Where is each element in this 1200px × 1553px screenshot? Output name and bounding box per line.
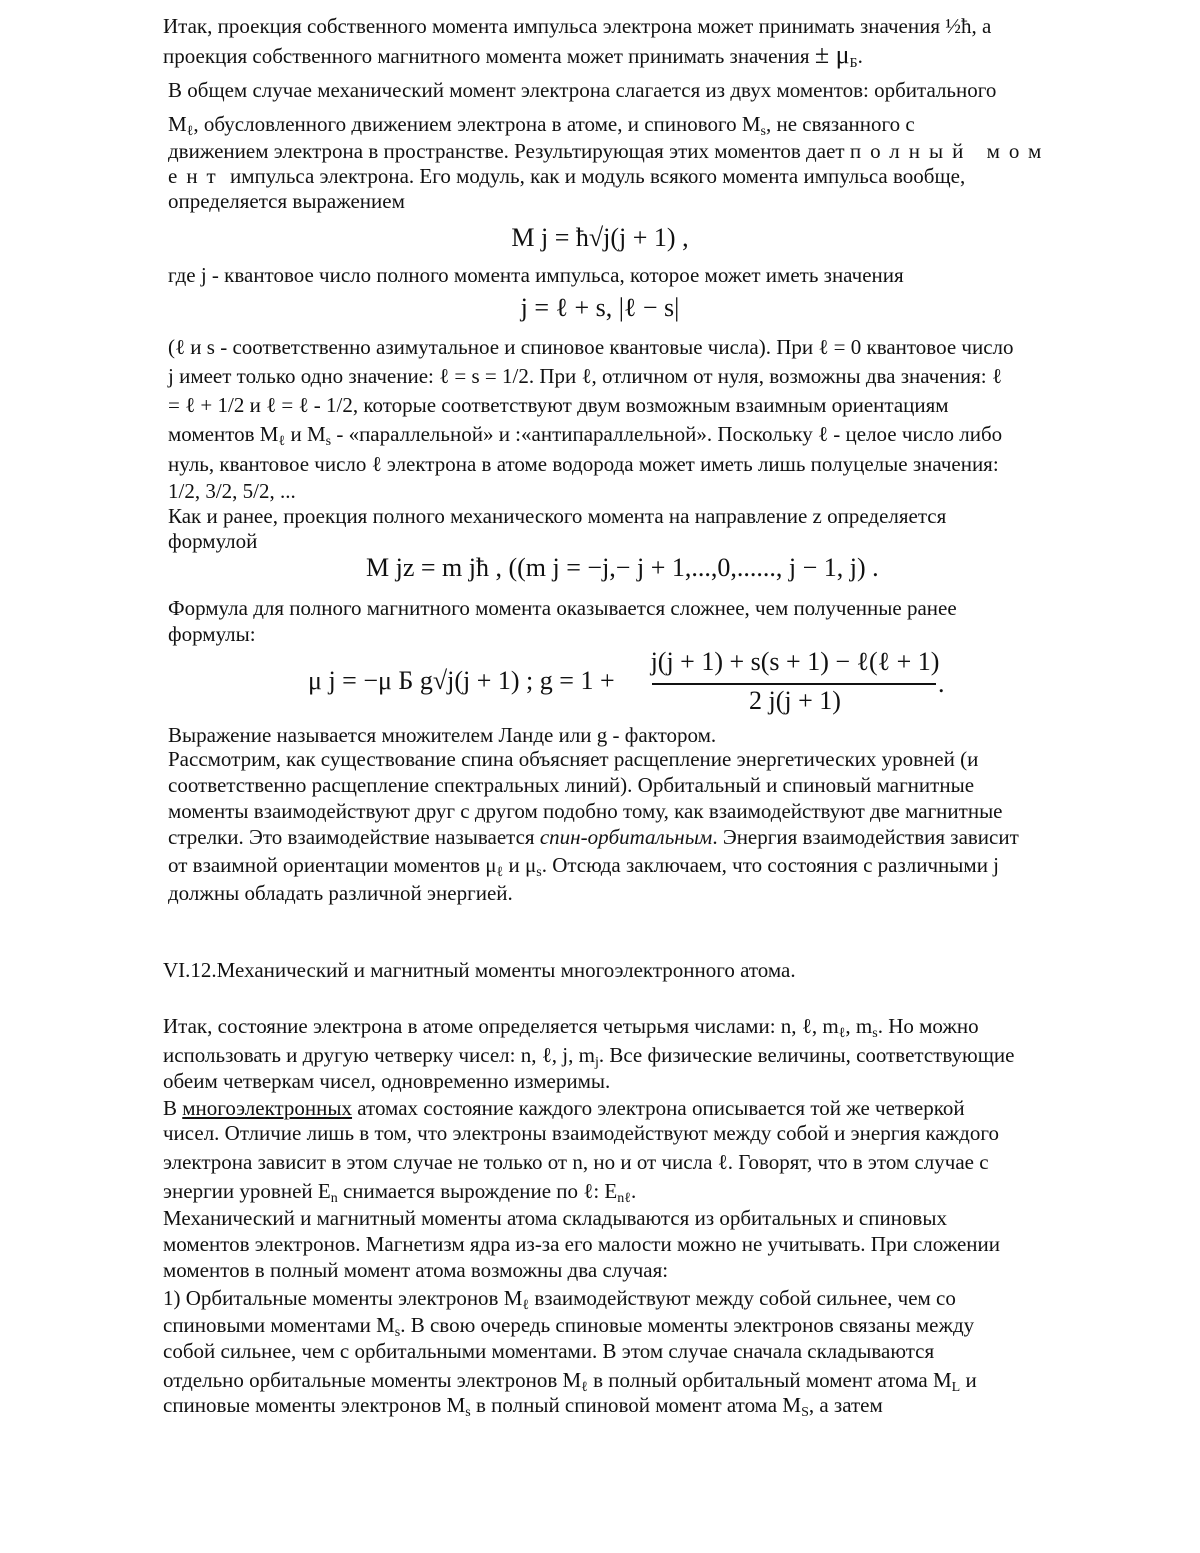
paragraph-line: использовать и другую четверку чисел: n, ℓ, j, $m_j$. Все физические величины, соответствующие xyxy=(163,1043,1015,1070)
paragraph-line: формулы: xyxy=(168,622,256,646)
paragraph-line: спиновыми моментами $M_s$. В свою очередь спиновые моменты электронов связаны между xyxy=(163,1313,975,1340)
underlined-term: многоэлектронных xyxy=(182,1096,353,1120)
paragraph-line: (ℓ и s - соответственно азимутальное и спиновое квантовые числа). При ℓ = 0 квантовое число xyxy=(168,335,1014,359)
paragraph-line: нуль, квантовое число ℓ электрона в атоме водорода может иметь лишь полуцелые значения: xyxy=(168,452,999,476)
fraction-bar xyxy=(652,683,936,685)
paragraph-line: моментов в полный момент атома возможны два случая: xyxy=(163,1258,669,1282)
paragraph-line: должны обладать различной энергией. xyxy=(168,881,513,905)
paragraph-line: моменты взаимодействуют друг с другом подобно тому, как взаимодействуют две магнитные xyxy=(168,799,1003,823)
paragraph-line: формулой xyxy=(168,529,258,553)
paragraph-line: Итак, проекция собственного момента импульса электрона может принимать значения ½ħ, а xyxy=(163,14,992,38)
paragraph-line: обеим четверкам чисел, одновременно измеримы. xyxy=(163,1069,611,1093)
paragraph-line: Рассмотрим, как существование спина объясняет расщепление энергетических уровней (и xyxy=(168,747,979,771)
paragraph-line: отдельно орбитальные моменты электронов $M_\ell$ в полный орбитальный момент атома $M_L$ и xyxy=(163,1368,977,1395)
paragraph-line: Формула для полного магнитного момента оказывается сложнее, чем полученные ранее xyxy=(168,596,957,620)
paragraph-line: Выражение называется множителем Ланде или g - фактором. xyxy=(168,723,717,747)
paragraph-line: стрелки. Это взаимодействие называется спин-орбитальным. Энергия взаимодействия зависит xyxy=(168,825,1019,849)
paragraph-line: 1) Орбитальные моменты электронов $M_\ell$ взаимодействуют между собой сильнее, чем со xyxy=(163,1286,956,1313)
paragraph-line: спиновые моменты электронов $M_s$ в полный спиновой момент атома $M_S$, а затем xyxy=(163,1393,883,1420)
equation-period: . xyxy=(938,669,945,698)
paragraph-line: электрона зависит в этом случае не только от n, но и от числа ℓ. Говорят, что в этом случае с xyxy=(163,1150,989,1174)
paragraph-line: определяется выражением xyxy=(168,189,405,213)
equation-projection: M jz = m jħ , ((m j = −j,− j + 1,...,0,......, j − 1, j) . xyxy=(366,553,879,582)
paragraph-line: j имеет только одно значение: ℓ = s = 1/2. При ℓ, отличном от нуля, возможны два значения: ℓ xyxy=(168,364,1002,388)
paragraph-line: где j - квантовое число полного момента импульса, которое может иметь значения xyxy=(168,263,904,287)
paragraph-line: чисел. Отличие лишь в том, что электроны взаимодействуют между собой и энергия каждого xyxy=(163,1121,999,1145)
equation-total-momentum: M j = ħ√j(j + 1) , xyxy=(511,223,689,252)
paragraph-line: Итак, состояние электрона в атоме определяется четырьмя числами: n, ℓ, $m_\ell$, $m_s$. Но можно xyxy=(163,1014,979,1041)
paragraph-line: 1/2, 3/2, 5/2, ... xyxy=(168,479,296,503)
paragraph-line: движением электрона в пространстве. Результирующая этих моментов дает полный мом xyxy=(168,139,1051,163)
paragraph-line: $M_\ell$, обусловленного движением электрона в атоме, и спинового $M_s$, не связанного с xyxy=(168,112,915,139)
paragraph-line: проекция собственного магнитного момента может принимать значения ± $\mu_Б$. xyxy=(163,40,863,71)
paragraph-line: моментов электронов. Магнетизм ядра из-за его малости можно не учитывать. При сложении xyxy=(163,1232,1001,1256)
equation-magnetic-moment: μ j = −μ Б g√j(j + 1) ; g = 1 + xyxy=(308,666,615,695)
paragraph-line: от взаимной ориентации моментов $\mu_\ell$ и $\mu_s$. Отсюда заключаем, что состояния с различными j xyxy=(168,853,1000,880)
paragraph-line: В общем случае механический момент электрона слагается из двух моментов: орбитального xyxy=(168,78,997,102)
paragraph-line: ент импульса электрона. Его модуль, как и модуль всякого момента импульса вообще, xyxy=(168,164,966,188)
paragraph-line: В многоэлектронных атомах состояние каждого электрона описывается той же четверкой xyxy=(163,1096,965,1120)
paragraph-line: = ℓ + 1/2 и ℓ = ℓ - 1/2, которые соответствуют двум возможным взаимным ориентациям xyxy=(168,393,949,417)
paragraph-line: Механический и магнитный моменты атома складываются из орбитальных и спиновых xyxy=(163,1206,947,1230)
equation-lande-numerator: j(j + 1) + s(s + 1) − ℓ(ℓ + 1) xyxy=(650,647,940,676)
paragraph-line: моментов $M_\ell$ и $M_s$ - «параллельной» и :«антипараллельной». Поскольку ℓ - целое число либо xyxy=(168,422,1003,449)
paragraph-line: Как и ранее, проекция полного механического момента на направление z определяется xyxy=(168,504,947,528)
paragraph-line: соответственно расщепление спектральных линий). Орбитальный и спиновый магнитные xyxy=(168,773,975,797)
equation-j-values: j = ℓ + s, |ℓ − s| xyxy=(520,293,680,322)
equation-lande-denominator: 2 j(j + 1) xyxy=(749,686,841,715)
paragraph-line: собой сильнее, чем с орбитальными моментами. В этом случае сначала складываются xyxy=(163,1339,935,1363)
section-heading: VI.12.Механический и магнитный моменты многоэлектронного атома. xyxy=(163,958,796,982)
paragraph-line: энергии уровней $E_n$ снимается вырождение по ℓ: $E_{n\ell}$. xyxy=(163,1179,637,1206)
